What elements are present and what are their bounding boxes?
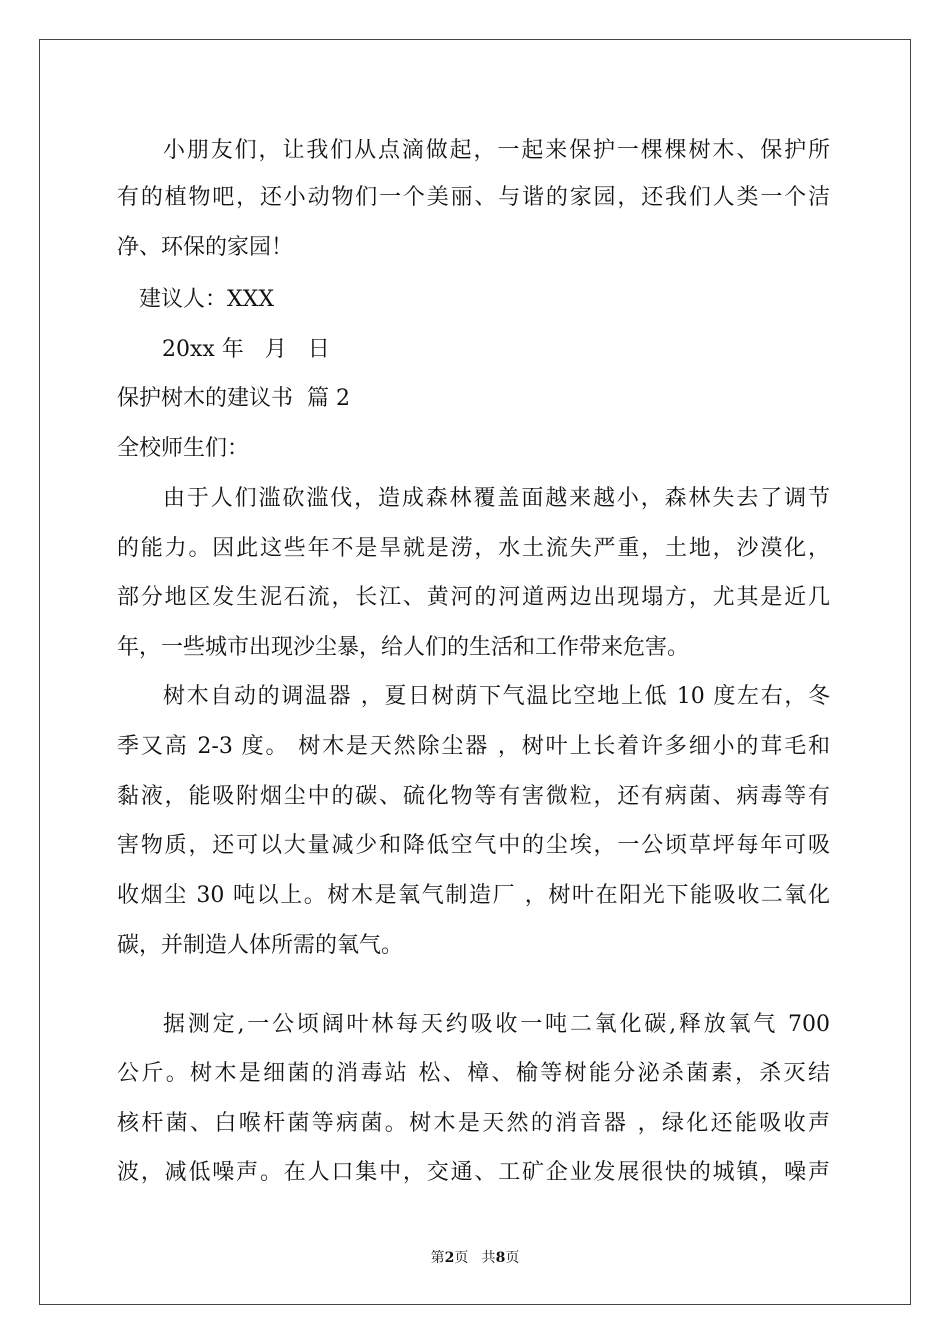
text-line: 部分地区发生泥石流，长江、黄河的河道两边出现塌方，尤其是近几 [117,585,830,610]
text-line: 年，一些城市出现沙尘暴，给人们的生活和工作带来危害。 [117,635,690,660]
text-line: 季又高 2-3 度。 树木是天然除尘器 ，树叶上长着许多细小的茸毛和 [117,734,830,759]
text-line: 由于人们滥砍滥伐，造成森林覆盖面越来越小，森林失去了调节 [163,486,830,511]
text-line: 小朋友们，让我们从点滴做起，一起来保护一棵棵树木、保护所 [163,138,830,163]
text-line: 黏液，能吸附烟尘中的碳、硫化物等有害微粒，还有病菌、病毒等有 [117,784,830,809]
text-line: 的能力。因此这些年不是旱就是涝，水土流失严重，土地，沙漠化， [117,536,830,561]
total-page-count: 8 [495,1250,506,1266]
signature-line: 建议人：XXX [139,287,274,312]
footer-prefix: 第 [430,1250,445,1266]
text-line: 公斤。树木是细菌的消毒站 松、樟、榆等树能分泌杀菌素，杀灭结 [117,1061,830,1086]
text-line: 树木自动的调温器 ，夏日树荫下气温比空地上低 10 度左右，冬 [163,684,830,709]
text-line: 核杆菌、白喉杆菌等病菌。树木是天然的消音器 ，绿化还能吸收声 [117,1111,830,1136]
current-page-number: 2 [444,1250,455,1266]
text-line: 波，减低噪声。在人口集中，交通、工矿企业发展很快的城镇，噪声 [117,1160,830,1185]
text-line: 碳，并制造人体所需的氧气。 [117,933,404,958]
text-line: 害物质，还可以大量减少和降低空气中的尘埃，一公顷草坪每年可吸 [117,833,830,858]
footer-suffix: 页 [505,1250,520,1266]
date-line: 20xx 年 月 日 [162,337,330,362]
text-line: 有的植物吧，还小动物们一个美丽、与谐的家园，还我们人类一个洁 [117,185,830,210]
footer-middle: 页 共 [454,1250,496,1266]
section-heading: 保护树木的建议书 篇 2 [117,386,350,411]
text-line: 据测定,一公顷阔叶林每天约吸收一吨二氧化碳,释放氧气 700 [163,1012,830,1037]
text-line: 净、环保的家园！ [117,235,294,260]
salutation: 全校师生们： [117,436,250,461]
text-line: 收烟尘 30 吨以上。树木是氧气制造厂 ，树叶在阳光下能吸收二氧化 [117,883,830,908]
page-footer [0,1247,950,1267]
